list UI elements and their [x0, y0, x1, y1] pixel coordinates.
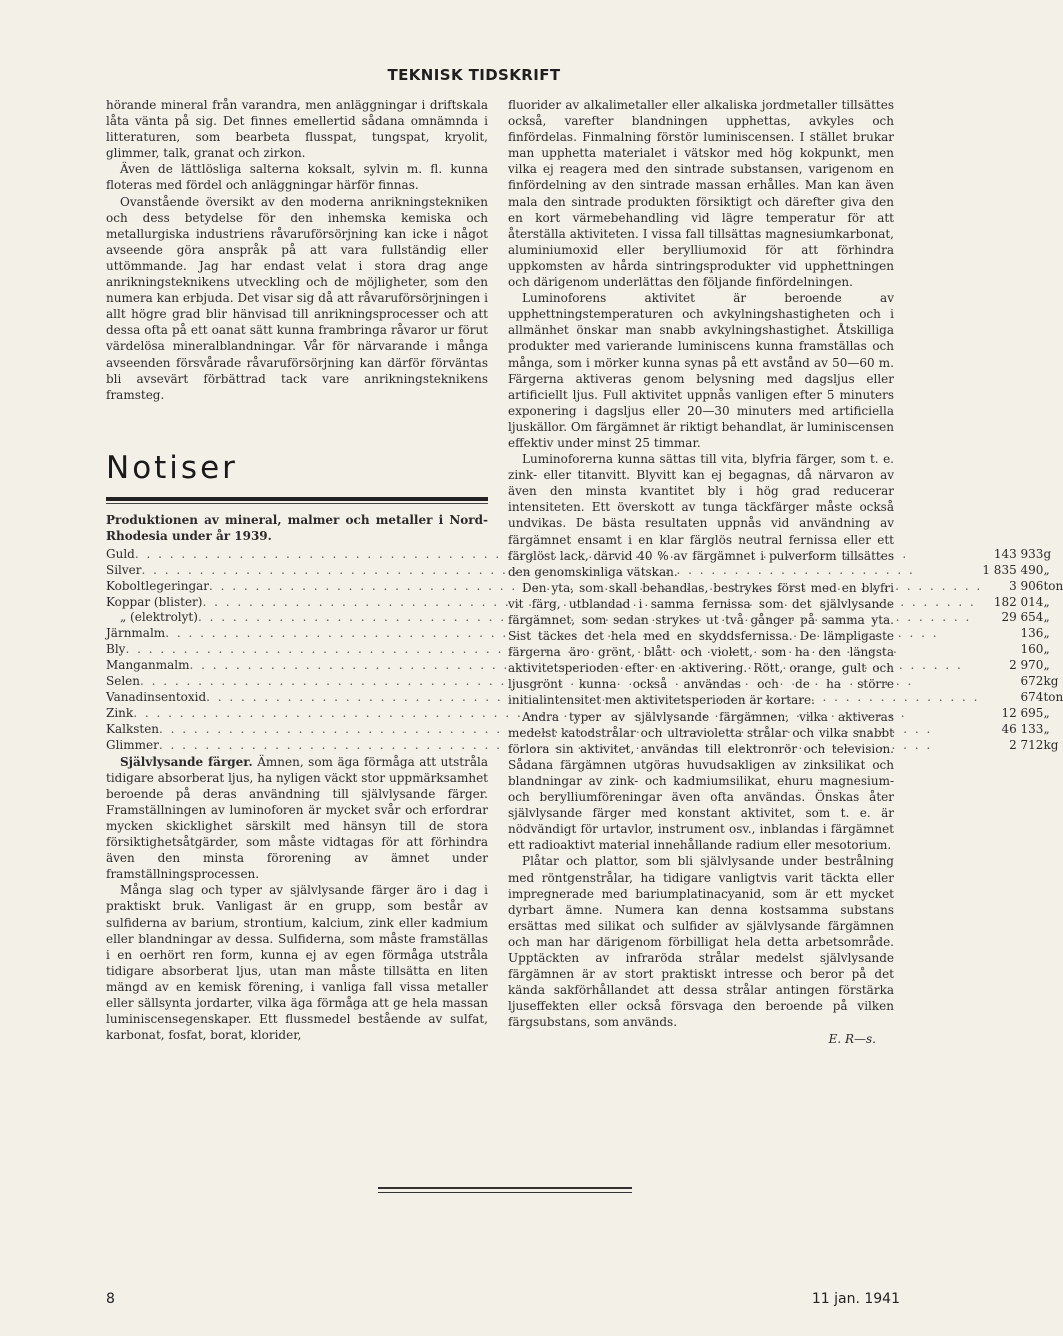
- production-value: 3 906: [1009, 578, 1044, 593]
- journal-title: TEKNISK TIDSKRIFT: [387, 66, 561, 84]
- production-unit: g: [1043, 546, 1052, 561]
- article-paragraph-2: Många slag och typer av självlysande färger äro i dag i praktiskt bruk. Vanligast är en grupp, som består av sulfiderna av barium, strontium, kalcium, zink eller kadmium eller blandningar av dessa. Sulfiderna, som måste framställas i en oerhört ren form, kunna ej av egen förmåga utstråla tidigare absorberat ljus, utan man måste tillsätta en liten mängd av en kemisk förening, i vanliga fall vissa metaller eller sällsynta jordarter, vilka äga förmåga att ge hela massan luminiscensegenskaper. Ett flussmedel bestående av sulfat, karbonat, fosfat, borat, klorider,: [106, 883, 488, 1043]
- production-name: Koppar (blister): [106, 594, 203, 609]
- production-unit: „: [1043, 658, 1050, 673]
- right-paragraph-2: Luminoforens aktivitet är beroende av upphettningstemperaturen och avkylningshastigheten och i allmänhet önskar man snabb avkylningshastighet. Åtskilliga produkter med varierande luminiscens kunna framställas och många, som i mörker kunna synas på ett avstånd av 50—60 m. Färgerna aktiveras genom belysning med dagsljus eller artificiellt ljus. Full aktivitet uppnås vanligen efter 5 minuters exponering i dagsljus eller 20—30 minuters med artificiella ljuskällor. Om färgämnet är riktigt behandlat, är luminiscensen effektiv under minst 25 timmar.: [508, 291, 894, 450]
- production-name: Järnmalm: [106, 626, 166, 641]
- production-value: 143 933: [993, 546, 1044, 561]
- production-name: Glimmer: [106, 737, 159, 752]
- production-name: Selen: [106, 674, 140, 689]
- production-value: 674: [1020, 689, 1044, 704]
- production-unit: „: [1043, 642, 1050, 657]
- production-value: 2 712: [1009, 737, 1044, 752]
- production-unit: „: [1043, 705, 1050, 720]
- production-value: 2 970: [1009, 658, 1044, 673]
- production-unit: „: [1043, 626, 1050, 641]
- production-heading: Produktionen av mineral, malmer och metaller i Nord-Rhodesia under år 1939.: [106, 512, 488, 544]
- production-value: 29 654: [1001, 610, 1044, 625]
- left-paragraph-1: hörande mineral från varandra, men anläggningar i driftskala låta vänta på sig. Det finnes emellertid sådana omnämnda i litteraturen, som bearbeta flusspat, tungspat, kryolit, glimmer, talk, granat och zirkon.: [106, 98, 488, 161]
- production-name: Silver: [106, 562, 142, 577]
- right-paragraph-3: Luminoforerna kunna sättas till vita, blyfria färger, som t. e. zink- eller titanvitt. Blyvitt kan ej begagnas, då närvaron av även den minsta kvantitet bly i hög grad reducerar intensiteten. Ett överskott av tunga täckfärger måste också undvikas. De bästa resultaten uppnås vid användning av färgämnet ensamt i en klar färglös neutral fernissa eller ett färglöst lack, därvid 40 % av färgämnet i pulverform tillsättes den genomskinliga vätskan.: [508, 452, 894, 579]
- production-unit: „: [1043, 610, 1050, 625]
- bottom-rule-thin: [378, 1192, 632, 1193]
- production-name: Bly: [106, 642, 126, 657]
- section-title-notiser: Notiser: [106, 449, 238, 486]
- bottom-rule-thick: [378, 1187, 632, 1189]
- production-unit: ton: [1043, 578, 1063, 593]
- article-lead-text: Ämnen, som äga förmåga att utstråla tidigare absorberat ljus, ha nyligen väckt stor uppmärksamhet beroende på deras användning till självlysande färger. Framställningen av luminoforen är mycket svår och erfordrar mycken skicklighet särskilt med hänsyn till de stora försiktighetsåtgärder, som måste vidtagas för att förhindra även den minsta förorening av ämnet under framställningsprocessen.: [106, 754, 488, 882]
- left-paragraph-3: Ovanstående översikt av den moderna anrikningstekniken och dess betydelse för den inhemska kemiska och metallurgiska industriens råvaruförsörjning kan icke i något avseende göra anspråk på att vara fullständig eller uttömmande. Jag har endast velat i stora drag ange anrikningsteknikens utveckling och de möjligheter, som den numera kan erbjuda. Det visar sig då att råvaruförsörjningen i allt högre grad blir hänvisad till anrikningsprocesser och att dessa ofta på ett oanat sätt kunna frambringa råvaror ur förut värdelösa mineralblandningar. Vår för närvarande i många avseenden försvårade råvaruförsörjning kan därför förväntas bli avsevärt förbättrad tack vare anrikningsteknikens framsteg.: [106, 194, 488, 402]
- article-lead: [106, 754, 488, 883]
- production-value: 160: [1020, 642, 1044, 657]
- production-unit: kg: [1043, 674, 1059, 689]
- left-paragraph-2: Även de lättlösliga salterna koksalt, sylvin m. fl. kunna floteras med fördel och anläggningar härför finnas.: [106, 162, 488, 193]
- production-name: Vanadinsentoxid: [106, 689, 207, 704]
- production-value: 136: [1020, 626, 1044, 641]
- production-unit: „: [1043, 562, 1050, 577]
- signature: E. R—s.: [828, 1032, 876, 1047]
- production-value: 1 835 490: [982, 562, 1044, 577]
- page-number: 8: [106, 1291, 115, 1307]
- right-column: [508, 97, 894, 1048]
- right-paragraph-5: Andra typer av självlysande färgämnen, vilka aktiveras medelst katodstrålar och ultravioletta strålar och vilka snabbt förlora sin aktivitet, användas till elektronrör och television. Sådana färgämnen utgöras huvudsakligen av zinksilikat och blandningar av zink- och kadmiumsilikat, ehuru magnesium- och berylliumföreningar även ofta användas. Önskas åter självlysande färger med konstant aktivitet, som t. e. är nödvändigt för urtavlor, instrument osv., inblandas i färgämnet ett radioaktivt material innehållande radium eller mesotorium.: [508, 709, 894, 853]
- production-name: Koboltlegeringar: [106, 578, 210, 593]
- section-rule-heavy: [106, 497, 488, 501]
- production-value: 46 133: [1001, 721, 1044, 736]
- production-unit: „: [1043, 721, 1050, 736]
- production-unit: „: [1043, 594, 1050, 609]
- right-paragraph-4: Den yta, som skall behandlas, bestrykes först med en blyfri vit färg, utblandad i samma fernissa som det självlysande färgämnet, som sedan strykes ut två gånger på samma yta. Sist täckes det hela med en skyddsfernissa. De lämpligaste färgerna äro grönt, blått och violett, som ha den längsta aktivitetsperioden efter en aktivering. Rött, orange, gult och ljusgrönt kunna också användas och de ha större initialintensitet men aktivitetsperioden är kortare.: [508, 580, 894, 708]
- production-name: Guld: [106, 546, 135, 561]
- production-unit: kg: [1043, 737, 1059, 752]
- right-paragraph-6: Plåtar och plattor, som bli självlysande under bestrålning med röntgenstrålar, ha tidigare vanligtvis varit täckta eller impregnerade med bariumplatinacyanid, som är ett mycket dyrbart ämne. Numera kan denna kostsamma substans ersättas med silikat och sulfider av självlysande färgämnen och man har därigenom förbilligat hela detta arbetsområde. Upptäckten av infraröda strålar medelst självlysande färgämnen är av stort praktiskt intresse och beror på det kända sakförhållandet att dessa strålar antingen förstärka ljuseffekten eller också försvaga den beroende på vilken färgsubstans, som används.: [508, 854, 894, 1030]
- production-value: 672: [1020, 674, 1044, 689]
- production-name: Kalksten: [106, 721, 160, 736]
- production-name: Manganmalm: [106, 658, 190, 673]
- production-unit: ton: [1043, 689, 1063, 704]
- production-value: 12 695: [1001, 705, 1044, 720]
- article-heading: Självlysande färger.: [120, 754, 253, 769]
- production-name: Zink: [106, 705, 134, 720]
- production-value: 182 014: [993, 594, 1044, 609]
- issue-date: 11 jan. 1941: [811, 1291, 900, 1307]
- section-rule-thin: [106, 503, 488, 504]
- production-name: „ (elektrolyt): [120, 610, 198, 625]
- right-paragraph-1: fluorider av alkalimetaller eller alkaliska jordmetaller tillsättes också, varefter blandningen upphettas, avkyles och finfördelas. Finmalning förstör luminiscensen. I stället brukar man upphetta materialet i vätskor med hög kokpunkt, men vilka ej reagera med den sintrade substansen, varigenom en finfördelning av den sintrade massan erhålles. Man kan även mala den sintrade produkten försiktigt och därefter giva den en kort värmebehandling vid lägre temperatur för att återställa aktiviteten. I vissa fall tillsättas magnesiumkarbonat, aluminiumoxid eller berylliumoxid för att förhindra uppkomsten av hårda sintringsprodukter vid upphettningen och därigenom underlättas den följande finfördelningen.: [508, 98, 894, 290]
